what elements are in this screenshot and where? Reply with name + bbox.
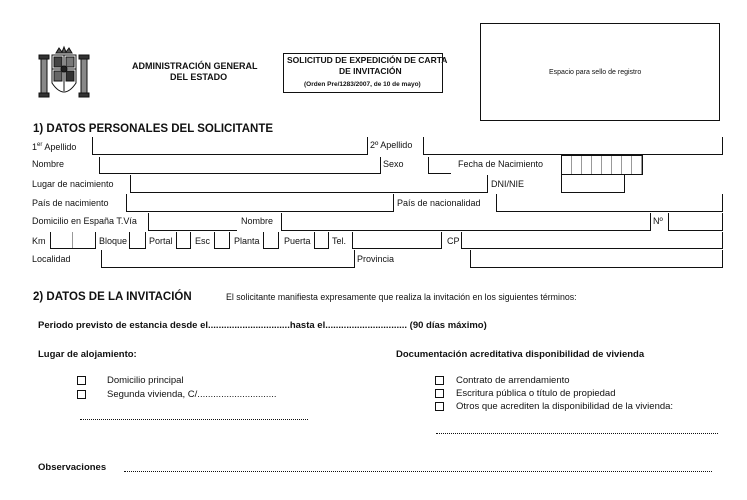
form-title-line-3: (Orden Pre/1283/2007, de 10 de mayo) bbox=[304, 81, 421, 88]
localidad-field[interactable] bbox=[101, 250, 355, 268]
checkbox-domicilio-principal[interactable] bbox=[77, 376, 86, 385]
label-pais-nacimiento: País de nacimiento bbox=[32, 198, 109, 208]
label-domicilio: Domicilio en España T.Vía bbox=[32, 216, 137, 226]
checkbox-escritura-publica[interactable] bbox=[435, 389, 444, 398]
sexo-field[interactable] bbox=[428, 157, 451, 174]
label-nombre-via: Nombre bbox=[241, 216, 274, 226]
option-otros-documentos: Otros que acrediten la disponibilidad de la vivienda: bbox=[456, 401, 674, 412]
option-escritura-publica: Escritura pública o título de propiedad bbox=[456, 388, 616, 399]
label-localidad: Localidad bbox=[32, 254, 71, 264]
label-apellido1-rest: Apellido bbox=[42, 142, 77, 152]
km-field[interactable] bbox=[50, 232, 96, 249]
label-sexo: Sexo bbox=[383, 159, 404, 169]
checkbox-contrato-arrendamiento[interactable] bbox=[435, 376, 444, 385]
label-provincia: Provincia bbox=[357, 254, 395, 264]
observaciones-line[interactable] bbox=[124, 471, 712, 472]
dni-field[interactable] bbox=[561, 175, 625, 193]
portal-field[interactable] bbox=[176, 232, 191, 249]
label-fecha-nacimiento: Fecha de Nacimiento bbox=[458, 159, 544, 169]
tel-field[interactable] bbox=[352, 232, 442, 249]
periodo-estancia[interactable]: Periodo previsto de estancia desde el...............................hasta el............................... (90 días máximo) bbox=[38, 320, 487, 331]
admin-line-2: DEL ESTADO bbox=[170, 72, 228, 82]
label-km: Km bbox=[32, 236, 46, 246]
planta-field[interactable] bbox=[263, 232, 279, 249]
label-apellido1 bbox=[32, 140, 76, 153]
puerta-field[interactable] bbox=[314, 232, 329, 249]
registry-stamp-box bbox=[480, 23, 720, 121]
label-apellido2: 2º Apellido bbox=[370, 140, 413, 150]
section1-heading: 1) DATOS PERSONALES DEL SOLICITANTE bbox=[33, 123, 274, 135]
label-cp: CP bbox=[447, 236, 460, 246]
doc-vivienda-heading: Documentación acreditativa disponibilidad de vivienda bbox=[396, 349, 645, 360]
label-apellido1-num: 1 bbox=[32, 142, 38, 152]
label-portal: Portal bbox=[149, 236, 173, 246]
apellido2-field[interactable] bbox=[423, 137, 723, 155]
bloque-field[interactable] bbox=[129, 232, 146, 249]
admin-line-1: ADMINISTRACIÓN GENERAL bbox=[132, 61, 258, 71]
form-title-box bbox=[283, 53, 448, 93]
tipo-via-field[interactable] bbox=[148, 213, 237, 231]
label-esc: Esc bbox=[195, 236, 211, 246]
option-domicilio-principal: Domicilio principal bbox=[107, 375, 184, 386]
label-numero: Nº bbox=[653, 216, 663, 226]
checkbox-segunda-vivienda[interactable] bbox=[77, 390, 86, 399]
label-apellido1-sup: er bbox=[37, 142, 43, 148]
otros-documentos-line[interactable] bbox=[436, 433, 718, 434]
checkbox-otros-documentos[interactable] bbox=[435, 402, 444, 411]
nombre-via-field[interactable] bbox=[281, 213, 651, 231]
option-segunda-vivienda: Segunda vivienda, C/.............................. bbox=[107, 389, 277, 400]
provincia-field[interactable] bbox=[470, 250, 723, 268]
cp-field[interactable] bbox=[461, 232, 723, 249]
label-nombre: Nombre bbox=[32, 159, 65, 169]
coat-of-arms-icon bbox=[38, 45, 90, 105]
form-title-line-1: SOLICITUD DE EXPEDICIÓN DE CARTA bbox=[287, 55, 448, 65]
fecha-nacimiento-field[interactable] bbox=[561, 155, 643, 175]
section2-heading: 2) DATOS DE LA INVITACIÓN bbox=[33, 291, 192, 303]
observaciones-label: Observaciones bbox=[38, 462, 107, 473]
registry-stamp-label: Espacio para sello de registro bbox=[549, 69, 642, 76]
lugar-alojamiento-heading: Lugar de alojamiento: bbox=[38, 349, 137, 360]
apellido1-field[interactable] bbox=[92, 137, 368, 155]
esc-field[interactable] bbox=[214, 232, 230, 249]
option-contrato-arrendamiento: Contrato de arrendamiento bbox=[456, 375, 570, 386]
label-lugar-nacimiento: Lugar de nacimiento bbox=[32, 179, 114, 189]
lugar-nacimiento-field[interactable] bbox=[130, 175, 488, 193]
form-title-line-2: DE INVITACIÓN bbox=[339, 66, 402, 76]
label-puerta: Puerta bbox=[284, 236, 311, 246]
label-bloque: Bloque bbox=[99, 236, 128, 246]
alojamiento-address-line[interactable] bbox=[80, 419, 308, 420]
label-tel: Tel. bbox=[332, 236, 347, 246]
pais-nacimiento-field[interactable] bbox=[126, 194, 394, 212]
nombre-field[interactable] bbox=[99, 157, 381, 174]
numero-field[interactable] bbox=[668, 213, 723, 231]
pais-nacionalidad-field[interactable] bbox=[496, 194, 723, 212]
label-pais-nacionalidad: País de nacionalidad bbox=[397, 198, 481, 208]
label-dni: DNI/NIE bbox=[491, 179, 525, 189]
label-planta: Planta bbox=[234, 236, 260, 246]
section2-intro: El solicitante manifiesta expresamente que realiza la invitación en los siguientes términos: bbox=[226, 292, 577, 302]
